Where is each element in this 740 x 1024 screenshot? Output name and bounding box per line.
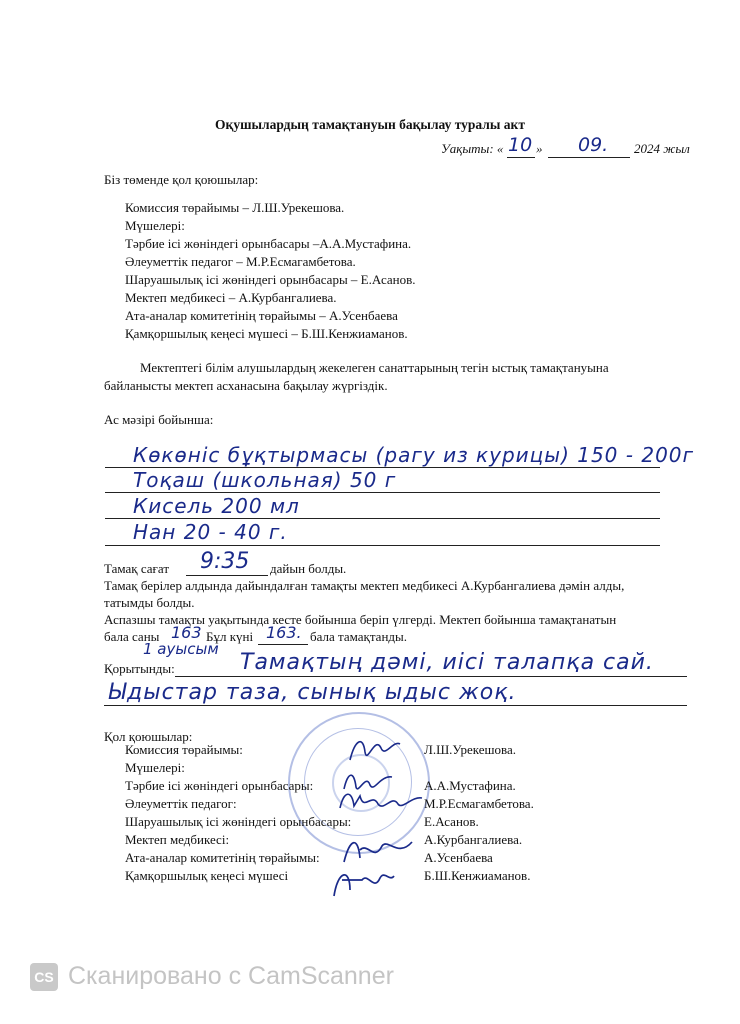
count-total: 163 [171,623,202,642]
menu-item: Көкөніс бұқтырмасы (рагу из курицы) 150 - 200г [133,443,695,467]
tasting-line1: Тамақ берілер алдында дайындалған тамақты мектеп медбикесі А.Курбангалиева дәмін алды, [104,578,625,593]
member-line: Мектеп медбикесі – А.Курбангалиева. [125,290,337,305]
menu-item: Нан 20 - 40 г. [133,520,288,544]
date-year: 2024 жыл [634,141,690,156]
schedule-line1: Аспазшы тамақты уақытында кесте бойынша беріп үлгерді. Мектеп бойынша тамақтанатын [104,612,617,627]
tasting-line2: татымды болды. [104,595,195,610]
signature-trustee [328,862,398,902]
signature-role: Мүшелері: [125,760,185,775]
members-label: Мүшелері: [125,218,185,233]
signature-name: Б.Ш.Кенжиаманов. [424,868,531,883]
signature-role: Әлеуметтік педагог: [125,796,237,811]
signature-name: А.Курбангалиева. [424,832,523,847]
date-day: 10 [508,134,533,156]
menu-underline [105,492,660,493]
count-today: 163. [266,623,302,642]
commission-chair: Комиссия төрайымы – Л.Ш.Урекешова. [125,200,345,215]
today-prefix: Бұл күні [206,629,254,644]
scanner-watermark [30,962,394,991]
menu-underline [105,518,660,519]
conclusion-label: Қорытынды: [104,661,175,676]
date-day-underline [507,157,535,158]
date-month-underline [548,157,630,158]
signature-role: Шаруашылық ісі жөніндегі орынбасары: [125,814,352,829]
member-line: Ата-аналар комитетінің төрайымы – А.Усенбаева [125,308,398,323]
conclusion-line2: Ыдыстар таза, сынық ыдыс жоқ. [108,680,517,705]
signature-name: А.Усенбаева [424,850,493,865]
count-suffix: бала тамақтанды. [310,629,408,644]
date-close-quote: » [536,141,543,156]
signature-role: Ата-аналар комитетінің төрайымы: [125,850,320,865]
meal-time-suffix: дайын болды. [270,561,347,576]
paragraph-line2: байланысты мектеп асханасына бақылау жүргіздік. [104,378,388,393]
signature-role: Мектеп медбикесі: [125,832,230,847]
intro-text: Біз төменде қол қоюшылар: [104,172,259,187]
member-line: Әлеуметтік педагог – М.Р.Есмагамбетова. [125,254,356,269]
signature-role: Қамқоршылық кеңесі мүшесі [125,868,289,883]
menu-label: Ас мәзірі бойынша: [104,412,214,427]
meal-time-underline [186,575,268,576]
menu-item: Кисель 200 мл [133,494,300,518]
document-title: Оқушылардың тамақтануын бақылау туралы акт [215,117,525,132]
signature-name: Л.Ш.Урекешова. [424,742,517,757]
member-line: Шаруашылық ісі жөніндегі орынбасары – Е.Асанов. [125,272,416,287]
signature-role: Тәрбие ісі жөніндегі орынбасары: [125,778,314,793]
date-month: 09. [578,134,609,156]
signatures-label: Қол қоюшылар: [104,729,193,744]
count-today-underline [258,644,308,645]
date-label: Уақыты: « [441,141,504,156]
member-line: Қамқоршылық кеңесі мүшесі – Б.Ш.Кенжиаманов. [125,326,408,341]
camscanner-text: Сканировано с CamScanner [68,962,394,990]
menu-item: Тоқаш (школьная) 50 г [133,468,397,492]
signature-role: Комиссия төрайымы: [125,742,243,757]
member-line: Тәрбие ісі жөніндегі орынбасары –А.А.Мустафина. [125,236,412,251]
meal-time-value: 9:35 [200,549,250,574]
camscanner-logo: CS [30,963,58,991]
signature-chair [345,730,405,770]
paragraph-line1: Мектептегі білім алушылардың жекелеген санаттарының тегін ыстық тамақтануына [140,360,609,375]
conclusion-underline [175,676,687,677]
signature-name: А.А.Мустафина. [424,778,516,793]
menu-underline [105,545,660,546]
conclusion-underline [104,705,687,706]
signature-pedagogue [336,786,426,816]
count-prefix: бала саны [104,629,160,644]
meal-time-prefix: Тамақ сағат [104,561,170,576]
conclusion-line1: Тамақтың дәмі, иісі талапқа сай. [240,650,654,675]
signature-name: Е.Асанов. [424,814,479,829]
shift-note: 1 ауысым [143,640,219,658]
signature-name: М.Р.Есмагамбетова. [424,796,534,811]
